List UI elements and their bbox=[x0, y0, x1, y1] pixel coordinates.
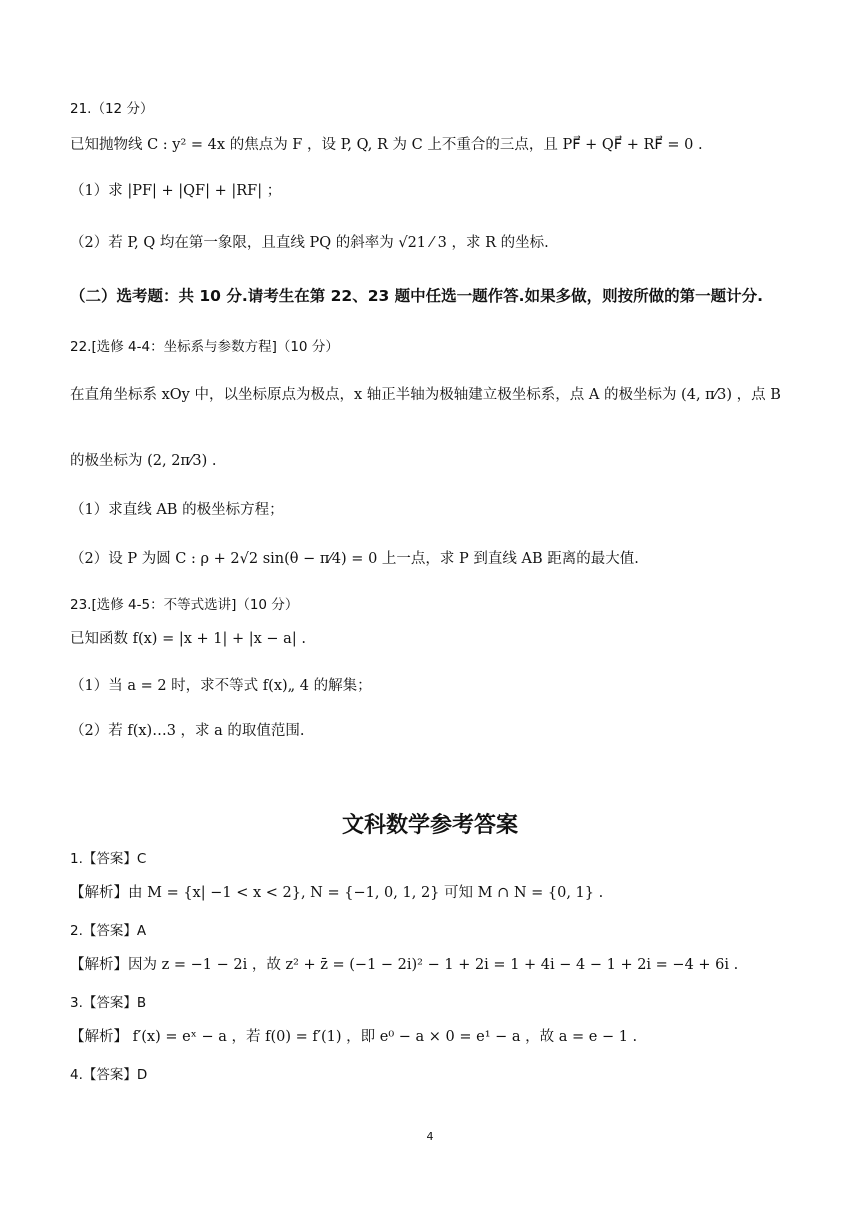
answer-1-analysis: 【解析】由 M = {x| −1 < x < 2}, N = {−1, 0, 1, 2} 可知 M ∩ N = {0, 1} . bbox=[70, 885, 604, 901]
answer-3-analysis: 【解析】 f′(x) = eˣ − a ，若 f(0) = f′(1) ，即 e⁰ − a × 0 = e¹ − a ，故 a = e − 1 . bbox=[70, 1029, 638, 1045]
q22-stem-line1: 在直角坐标系 xOy 中，以坐标原点为极点，x 轴正半轴为极轴建立极坐标系，点 A 的极坐标为 (4, π⁄3) ，点 B bbox=[70, 387, 781, 403]
answer-2-analysis: 【解析】因为 z = −1 − 2i ，故 z² + z̄ = (−1 − 2i)² − 1 + 2i = 1 + 4i − 4 − 1 + 2i = −4 + 6i . bbox=[70, 957, 739, 973]
q21-part1: （1）求 |PF| + |QF| + |RF| ； bbox=[70, 183, 282, 199]
answer-2-label: 2.【答案】A bbox=[70, 923, 147, 939]
answer-1-label: 1.【答案】C bbox=[70, 851, 147, 867]
answer-3-label: 3.【答案】B bbox=[70, 995, 147, 1011]
q22-part1: （1）求直线 AB 的极坐标方程； bbox=[70, 502, 284, 518]
page-number: 4 bbox=[426, 1130, 434, 1143]
section2-heading: （二）选考题：共 10 分.请考生在第 22、23 题中任选一题作答.如果多做，则按所做的第一题计分. bbox=[70, 287, 763, 305]
q21-heading: 21.（12 分） bbox=[70, 101, 154, 117]
q23-part2: （2）若 f(x)…3 ，求 a 的取值范围. bbox=[70, 723, 305, 739]
q22-stem-line2: 的极坐标为 (2, 2π⁄3) . bbox=[70, 453, 217, 469]
q23-stem: 已知函数 f(x) = |x + 1| + |x − a| . bbox=[70, 631, 306, 647]
q22-part2: （2）设 P 为圆 C : ρ + 2√2 sin(θ − π⁄4) = 0 上一点，求 P 到直线 AB 距离的最大值. bbox=[70, 551, 639, 567]
q22-heading: 22.[选修 4-4：坐标系与参数方程]（10 分） bbox=[70, 339, 339, 355]
q23-heading: 23.[选修 4-5：不等式选讲]（10 分） bbox=[70, 597, 299, 613]
q21-part2: （2）若 P, Q 均在第一象限，且直线 PQ 的斜率为 √21 ⁄ 3 ，求 R 的坐标. bbox=[70, 235, 549, 251]
q21-stem: 已知抛物线 C : y² = 4x 的焦点为 F ，设 P, Q, R 为 C 上不重合的三点，且 PF⃗ + QF⃗ + RF⃗ = 0 . bbox=[70, 137, 703, 153]
q23-part1: （1）当 a = 2 时，求不等式 f(x)„ 4 的解集； bbox=[70, 678, 372, 694]
answers-title: 文科数学参考答案 bbox=[341, 813, 518, 838]
answer-4-label: 4.【答案】D bbox=[70, 1067, 148, 1083]
